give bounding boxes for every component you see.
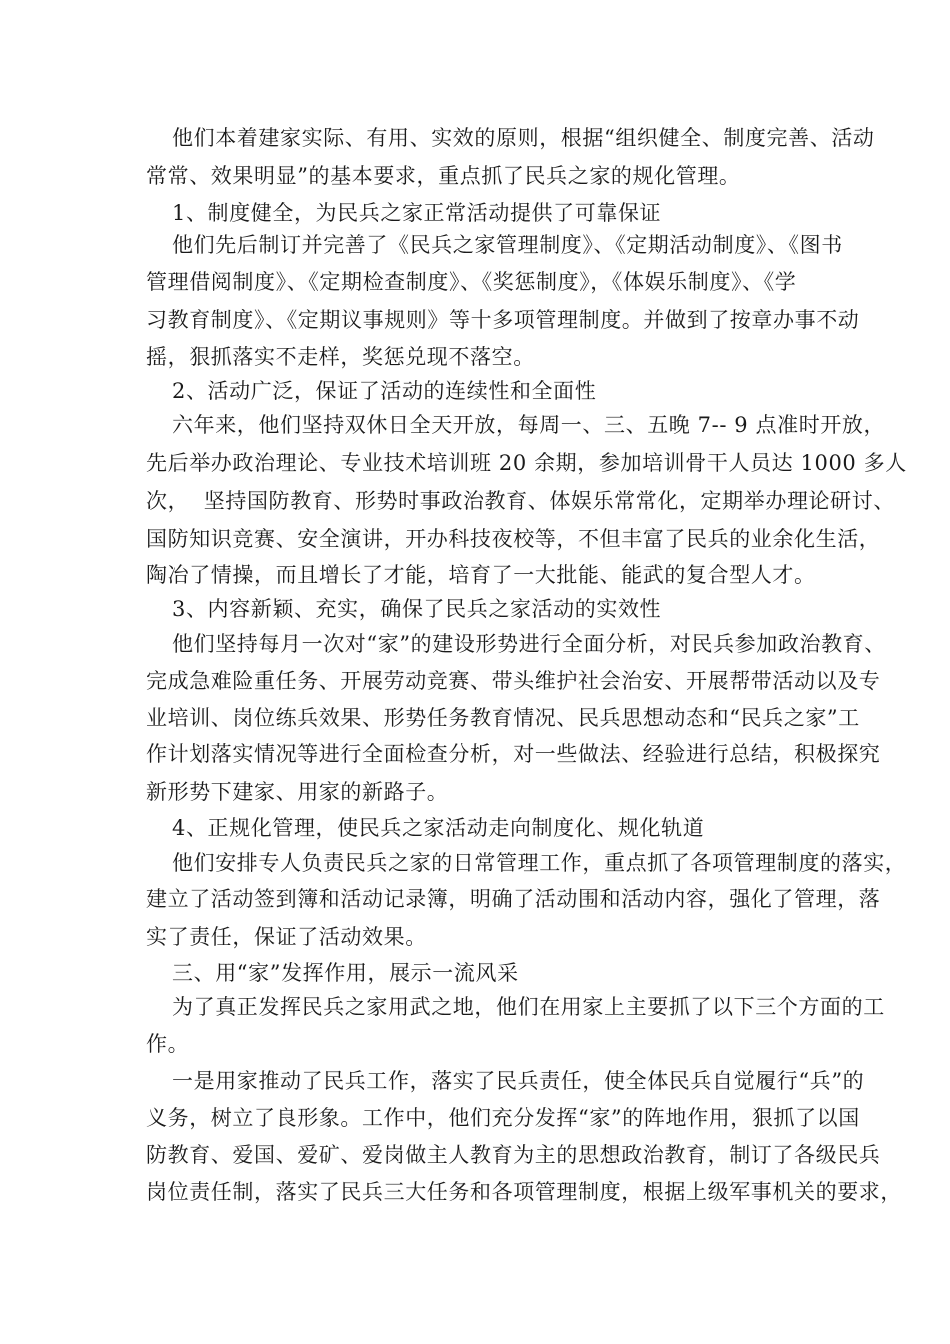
text-line: 建立了活动签到簿和活动记录簿，明确了活动围和活动内容，强化了管理，落 (146, 887, 881, 911)
text-line: 三、用“家”发挥作用，展示一流风采 (172, 961, 519, 985)
text-line: 六年来，他们坚持双休日全天开放，每周一、三、五晚 7-- 9 点准时开放， (172, 413, 886, 437)
text-line: 1、制度健全，为民兵之家正常活动提供了可靠保证 (172, 201, 662, 225)
text-line: 义务，树立了良形象。工作中，他们充分发挥“家”的阵地作用，狠抓了以国 (146, 1106, 860, 1130)
text-line: 3、内容新颖、充实，确保了民兵之家活动的实效性 (172, 597, 662, 621)
text-line: 先后举办政治理论、专业技术培训班 20 余期，参加培训骨干人员达 1000 多人 (146, 451, 907, 475)
text-line: 岗位责任制，落实了民兵三大任务和各项管理制度，根据上级军事机关的要求， (146, 1180, 902, 1204)
text-line: 业培训、岗位练兵效果、形势任务教育情况、民兵思想动态和“民兵之家”工 (146, 706, 860, 730)
text-line: 他们坚持每月一次对“家”的建设形势进行全面分析，对民兵参加政治教育、 (172, 632, 886, 656)
text-line: 新形势下建家、用家的新路子。 (146, 780, 449, 804)
text-line: 国防知识竞赛、安全演讲，开办科技夜校等，不但丰富了民兵的业余化生活， (146, 527, 881, 551)
text-line: 为了真正发挥民兵之家用武之地，他们在用家上主要抓了以下三个方面的工 (172, 995, 885, 1019)
text-line: 一是用家推动了民兵工作，落实了民兵责任，使全体民兵自觉履行“兵”的 (172, 1069, 865, 1093)
text-line: 作计划落实情况等进行全面检查分析，对一些做法、经验进行总结，积极探究 (146, 742, 881, 766)
text-line: 完成急难险重任务、开展劳动竞赛、带头维护社会治安、开展帮带活动以及专 (146, 669, 881, 693)
text-line: 4、正规化管理，使民兵之家活动走向制度化、规化轨道 (172, 816, 705, 840)
text-line: 防教育、爱国、爱矿、爱岗做主人教育为主的思想政治教育，制订了各级民兵 (146, 1143, 881, 1167)
text-line: 常常、效果明显”的基本要求，重点抓了民兵之家的规化管理。 (146, 164, 741, 188)
text-line: 摇，狠抓落实不走样，奖惩兑现不落空。 (146, 345, 535, 369)
text-line: 陶冶了情操，而且增长了才能，培育了一大批能、能武的复合型人才。 (146, 563, 816, 587)
text-line: 他们先后制订并完善了《民兵之家管理制度》、《定期活动制度》、《图书 (172, 233, 843, 257)
text-line: 实了责任，保证了活动效果。 (146, 925, 427, 949)
text-line: 2、活动广泛，保证了活动的连续性和全面性 (172, 379, 597, 403)
text-line: 管理借阅制度》、《定期检查制度》、《奖惩制度》，《体娱乐制度》、《学 (146, 270, 797, 294)
text-line: 作。 (146, 1032, 190, 1056)
text-line: 他们本着建家实际、有用、实效的原则，根据“组织健全、制度完善、活动 (172, 126, 875, 150)
text-line: 他们安排专人负责民兵之家的日常管理工作，重点抓了各项管理制度的落实， (172, 851, 907, 875)
text-line: 习教育制度》、《定期议事规则》等十多项管理制度。并做到了按章办事不动 (146, 308, 860, 332)
text-line: 次， 坚持国防教育、形势时事政治教育、体娱乐常常化，定期举办理论研讨、 (146, 489, 895, 513)
